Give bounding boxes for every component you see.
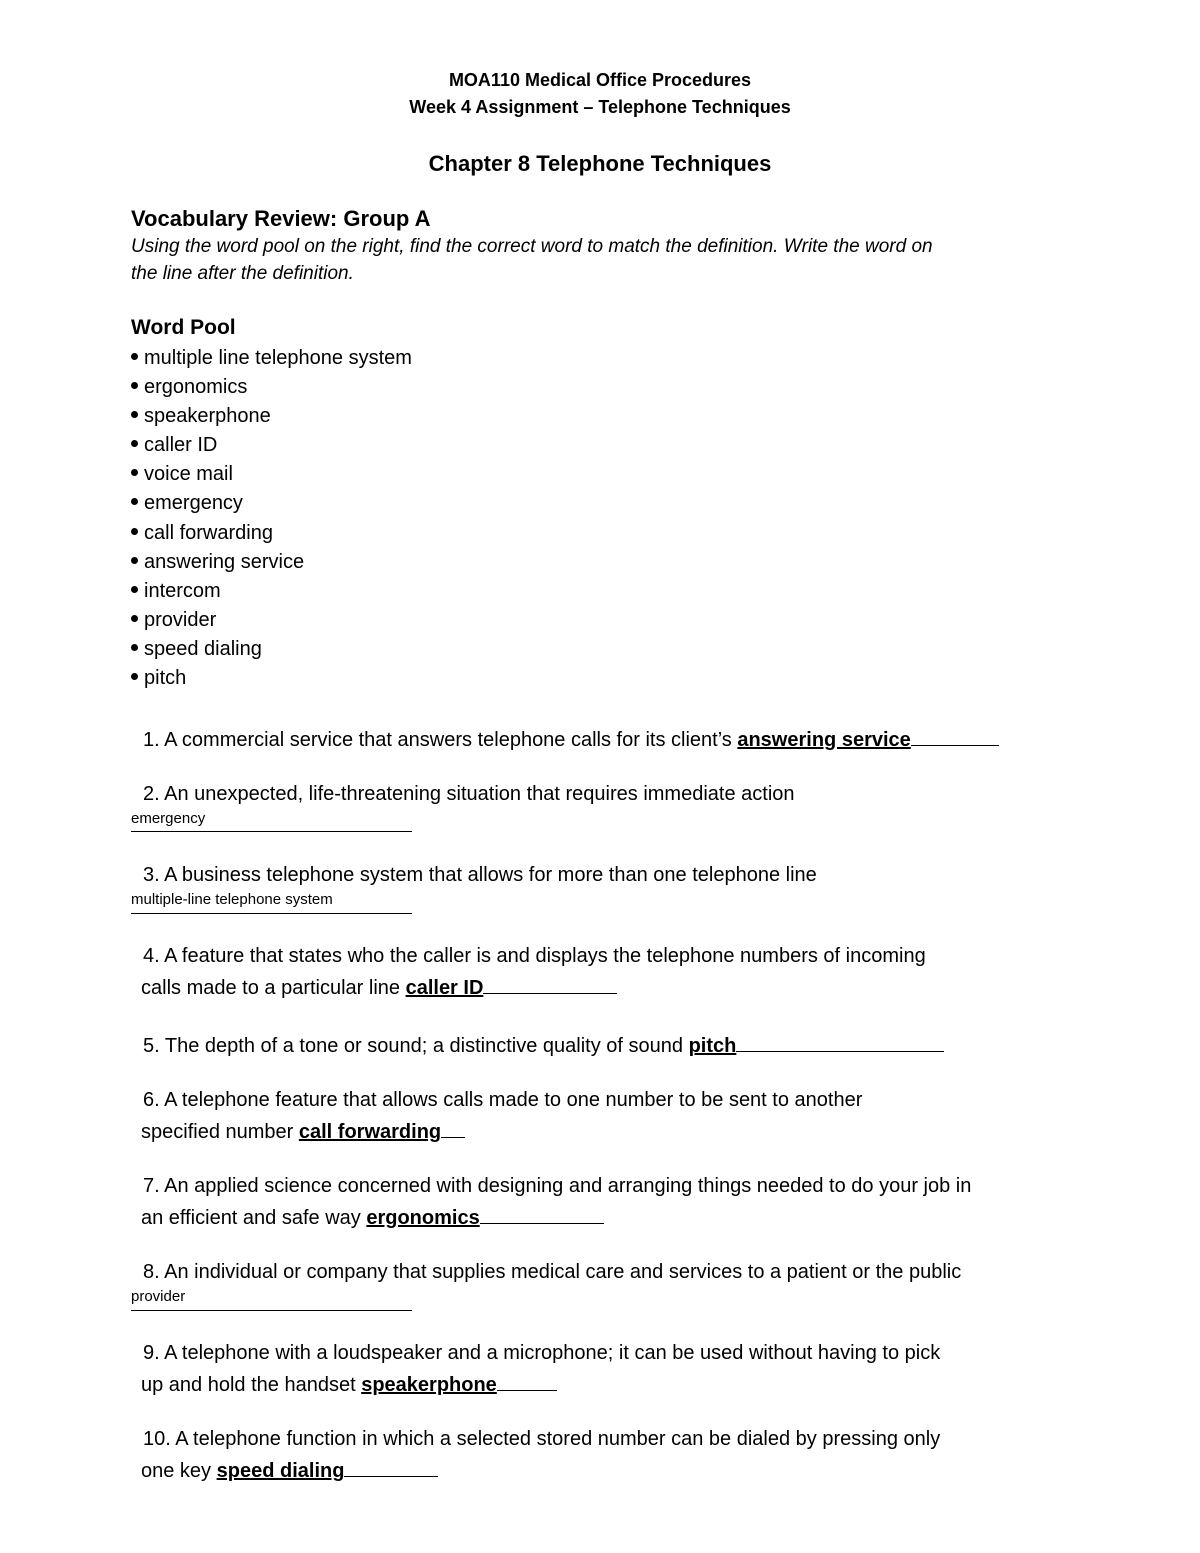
answer-underline — [497, 1370, 557, 1391]
list-item: pitch — [131, 667, 186, 690]
answer-field-8[interactable]: provider — [131, 1288, 186, 1305]
question-3: 3. A business telephone system that allows for more than one telephone line — [143, 864, 817, 886]
answer-underline — [480, 1203, 604, 1224]
answer-field-3[interactable]: multiple-line telephone system — [131, 891, 333, 908]
bullet-icon — [131, 498, 138, 505]
list-item: multiple line telephone system — [131, 347, 412, 370]
answer-underline — [736, 1031, 944, 1052]
chapter-title: Chapter 8 Telephone Techniques — [428, 151, 772, 176]
answer-field-2[interactable]: emergency — [131, 810, 206, 827]
bullet-icon — [131, 382, 138, 389]
list-item: provider — [131, 609, 216, 632]
answer-underline — [483, 973, 617, 994]
bullet-icon — [131, 411, 138, 418]
answer-underline — [441, 1117, 465, 1138]
bullet-icon — [131, 353, 138, 360]
question-9-line-2: up and hold the handset speakerphone — [141, 1370, 557, 1397]
course-title: MOA110 Medical Office Procedures — [448, 70, 752, 90]
answer-field-6[interactable]: call forwarding — [298, 1121, 442, 1143]
list-item: speed dialing — [131, 638, 262, 661]
bullet-icon — [131, 586, 138, 593]
bullet-icon — [131, 469, 138, 476]
answer-field-4[interactable]: caller ID — [405, 977, 484, 999]
question-7-line-2: an efficient and safe way ergonomics — [141, 1203, 604, 1230]
bullet-icon — [131, 557, 138, 564]
question-10: 10. A telephone function in which a selected stored number can be dialed by pressing only — [143, 1428, 941, 1450]
question-2: 2. An unexpected, life-threatening situation that requires immediate action — [143, 783, 795, 805]
list-item: emergency — [131, 492, 243, 515]
list-item: call forwarding — [131, 522, 273, 545]
list-item: caller ID — [131, 434, 217, 457]
answer-underline — [344, 1456, 438, 1477]
instructions-line-1: Using the word pool on the right, find the correct word to match the definition. Write the word on — [131, 236, 933, 257]
bullet-icon — [131, 673, 138, 680]
answer-field-5[interactable]: pitch — [688, 1035, 737, 1057]
bullet-icon — [131, 440, 138, 447]
answer-field-1[interactable]: answering service — [737, 729, 911, 751]
question-4-line-2: calls made to a particular line caller ID — [141, 973, 617, 1000]
question-6-line-2: specified number call forwarding — [141, 1117, 465, 1144]
section-title: Vocabulary Review: Group A — [131, 206, 431, 231]
answer-underline — [131, 831, 412, 832]
answer-field-10[interactable]: speed dialing — [216, 1460, 345, 1482]
answer-underline — [131, 913, 412, 914]
instructions-line-2: the line after the definition. — [131, 263, 354, 284]
bullet-icon — [131, 528, 138, 535]
question-6: 6. A telephone feature that allows calls made to one number to be sent to another — [143, 1089, 863, 1111]
list-item: speakerphone — [131, 405, 271, 428]
question-8: 8. An individual or company that supplies medical care and services to a patient or the public — [143, 1261, 962, 1283]
word-pool-title: Word Pool — [131, 316, 236, 339]
list-item: intercom — [131, 580, 221, 603]
question-1: 1. A commercial service that answers telephone calls for its client’s answering service — [143, 725, 999, 752]
question-4: 4. A feature that states who the caller is and displays the telephone numbers of incoming — [143, 945, 926, 967]
list-item: voice mail — [131, 463, 233, 486]
list-item: ergonomics — [131, 376, 247, 399]
answer-field-7[interactable]: ergonomics — [366, 1207, 480, 1229]
bullet-icon — [131, 615, 138, 622]
list-item: answering service — [131, 551, 304, 574]
bullet-icon — [131, 644, 138, 651]
answer-underline — [911, 725, 999, 746]
question-9: 9. A telephone with a loudspeaker and a microphone; it can be used without having to pick — [143, 1342, 941, 1364]
answer-underline — [131, 1310, 412, 1311]
assignment-title: Week 4 Assignment – Telephone Techniques — [409, 97, 791, 117]
question-5: 5. The depth of a tone or sound; a distinctive quality of sound pitch — [143, 1031, 944, 1058]
question-7: 7. An applied science concerned with designing and arranging things needed to do your job in — [143, 1175, 972, 1197]
question-10-line-2: one key speed dialing — [141, 1456, 438, 1483]
answer-field-9[interactable]: speakerphone — [361, 1374, 497, 1396]
